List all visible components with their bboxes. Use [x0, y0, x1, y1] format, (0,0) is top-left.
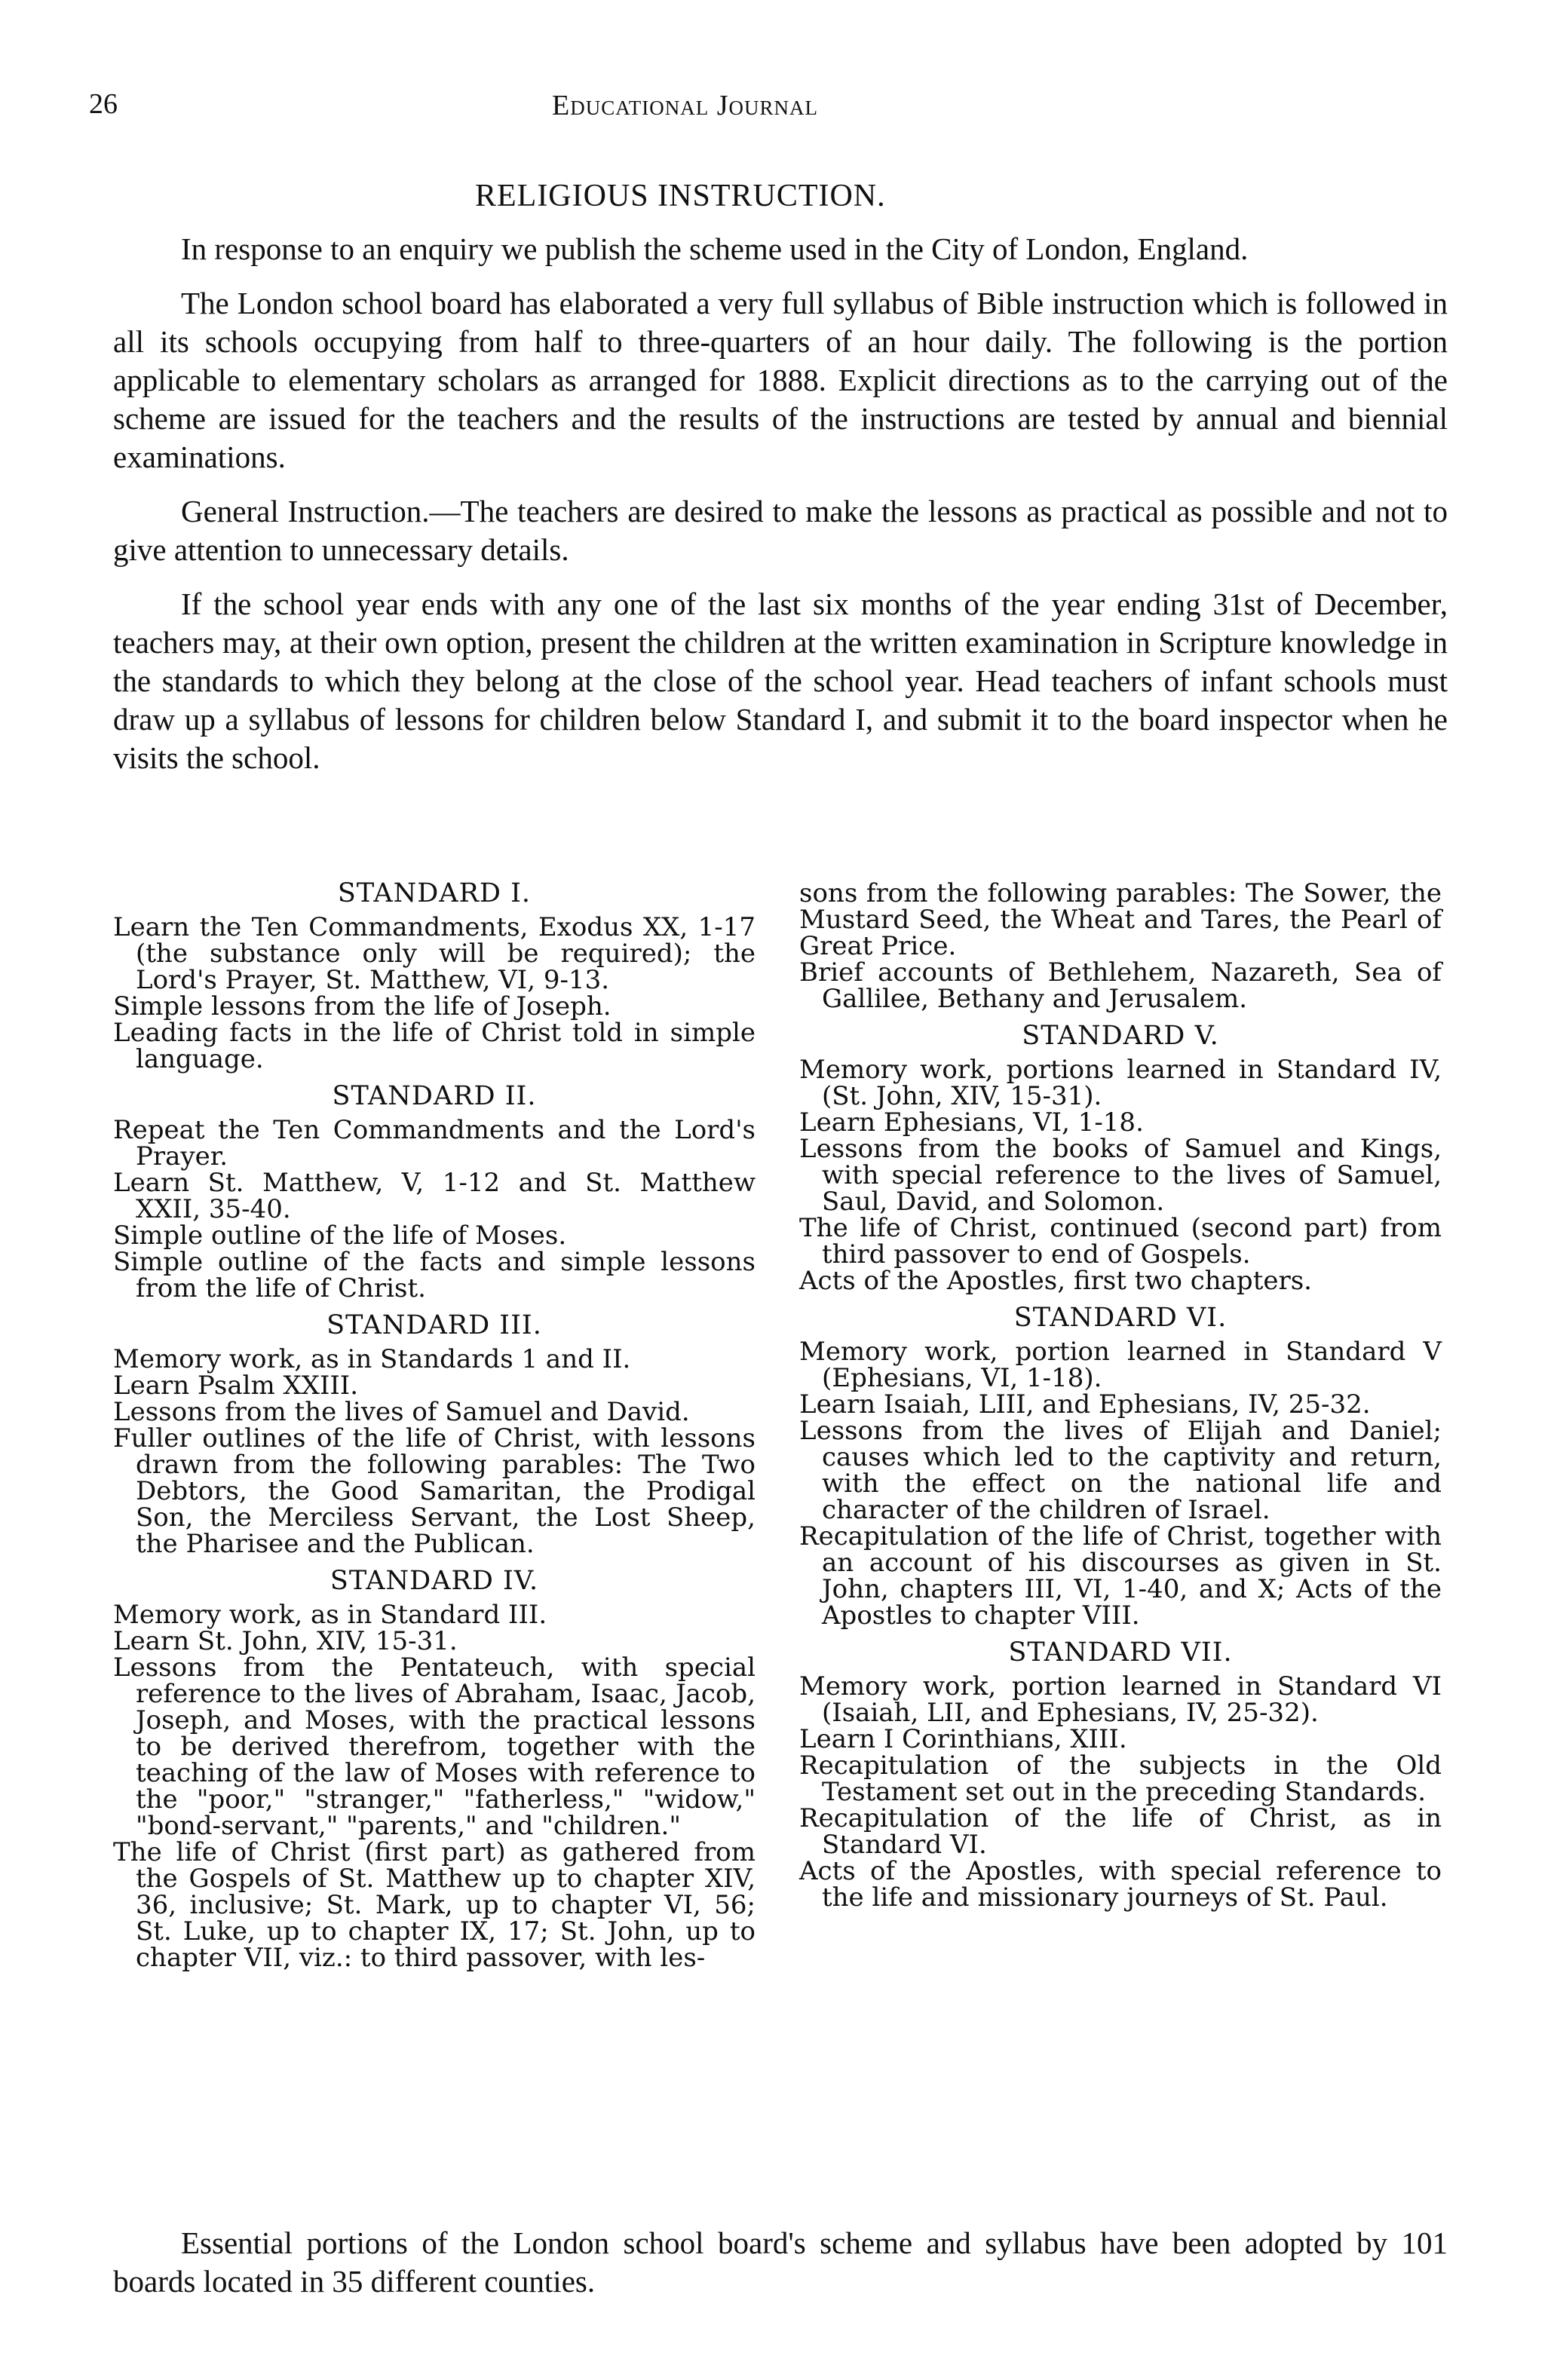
- syllabus-item: The life of Christ (first part) as gathered from the Gospels of St. Matthew up to chapter XIV, 36, inclusive; St. Mark, up to chapter VI, 56; St. Luke, up to chapter IX, 17; St. John, up to chapter VII, viz.: to third passover, with les-: [113, 1837, 756, 1973]
- syllabus-item: Acts of the Apostles, first two chapters.: [799, 1266, 1312, 1296]
- syllabus-item: Lessons from the lives of Samuel and David.: [113, 1397, 690, 1427]
- syllabus-item: Recapitulation of the subjects in the Old Testament set out in the preceding Standards.: [799, 1751, 1442, 1807]
- syllabus-item: Learn the Ten Commandments, Exodus XX, 1-17 (the substance only will be required); the Lord's Prayer, St. Matthew, VI, 9-13.: [113, 912, 756, 995]
- intro-paragraph: General Instruction.—The teachers are desired to make the lessons as practical as possible and not to give attention to unnecessary details.: [113, 494, 1448, 567]
- standard-6-section: [799, 1305, 1442, 1629]
- continued-text: sons from the following parables: The Sower, the Mustard Seed, the Wheat and Tares, the Pearl of Great Price.: [799, 878, 1442, 961]
- syllabus-item: Lessons from the books of Samuel and Kings, with special reference to the lives of Samuel, Saul, David, and Solomon.: [799, 1134, 1442, 1217]
- page-number: 26: [89, 88, 118, 120]
- syllabus-item: Fuller outlines of the life of Christ, with lessons drawn from the following parables: The Two Debtors, the Good Samaritan, the Prodigal Son, the Merciless Servant, the Lost Sheep, the Pharisee and the Publican.: [113, 1423, 756, 1559]
- article-title: RELIGIOUS INSTRUCTION.: [475, 179, 886, 213]
- syllabus-item: Learn I Corinthians, XIII.: [799, 1724, 1127, 1754]
- standard-3-section: [113, 1310, 756, 1559]
- closing-paragraph: Essential portions of the London school board's scheme and syllabus have been adopted by 101 boards located in 35 different counties.: [113, 2225, 1448, 2299]
- left-column: [113, 878, 756, 1980]
- intro-paragraph: If the school year ends with any one of the last six months of the year ending 31st of December, teachers may, at their own option, present the children at the written examination in Scripture knowledge in the standards to which they belong at the close of the school year. Head teachers of infant schools must draw up a syllabus of lessons for children below Standard I, and submit it to the board inspector when he visits the school.: [113, 587, 1448, 775]
- standard-heading: STANDARD II.: [332, 1081, 537, 1111]
- standard-heading: STANDARD V.: [1022, 1021, 1219, 1051]
- standard-heading: STANDARD III.: [326, 1310, 542, 1340]
- intro-paragraph: In response to an enquiry we publish the scheme used in the City of London, England.: [181, 231, 1249, 266]
- syllabus-item: Lessons from the Pentateuch, with special reference to the lives of Abraham, Isaac, Jacob, Joseph, and Moses, with the practical lessons to be derived therefrom, together with the teaching of the law of Moses with reference to the "poor," "stranger," "fatherless," "widow," "bond-servant," "parents," and "children.": [113, 1653, 756, 1841]
- standard-5-section: [799, 1023, 1442, 1294]
- syllabus-item: Recapitulation of the life of Christ, together with an account of his discourses as given in St. John, chapters III, VI, 1-40, and X; Acts of the Apostles to chapter VIII.: [799, 1521, 1442, 1631]
- standard-2-section: [113, 1083, 756, 1302]
- syllabus-columns: [113, 878, 1448, 2215]
- syllabus-item: Learn Isaiah, LIII, and Ephesians, IV, 25-32.: [799, 1389, 1371, 1420]
- syllabus-item: Simple lessons from the life of Joseph.: [113, 991, 611, 1022]
- standard-heading: STANDARD I.: [337, 878, 532, 908]
- syllabus-item: Simple outline of the life of Moses.: [113, 1221, 567, 1251]
- running-head: Educational Journal: [552, 90, 818, 121]
- syllabus-item: Simple outline of the facts and simple lessons from the life of Christ.: [113, 1247, 756, 1303]
- syllabus-item: Lessons from the lives of Elijah and Daniel; causes which led to the captivity and return, with the effect on the national life and character of the children of Israel.: [799, 1416, 1442, 1525]
- syllabus-item: Memory work, as in Standard III.: [113, 1600, 547, 1630]
- standard-1-section: [113, 878, 756, 1074]
- syllabus-item: Learn St. Matthew, V, 1-12 and St. Matthew XXII, 35-40.: [113, 1168, 756, 1224]
- syllabus-item: Learn St. John, XIV, 15-31.: [113, 1626, 458, 1656]
- intro-section: [113, 230, 1448, 793]
- syllabus-item: Memory work, as in Standards 1 and II.: [113, 1344, 631, 1374]
- syllabus-item: Repeat the Ten Commandments and the Lord's Prayer.: [113, 1115, 756, 1172]
- syllabus-item: The life of Christ, continued (second part) from third passover to end of Gospels.: [799, 1213, 1442, 1270]
- syllabus-item: Memory work, portions learned in Standard IV, (St. John, XIV, 15-31).: [799, 1055, 1442, 1111]
- standard-heading: STANDARD VII.: [1008, 1637, 1233, 1668]
- syllabus-item: Learn Psalm XXIII.: [113, 1371, 359, 1401]
- intro-paragraph: The London school board has elaborated a very full syllabus of Bible instruction which is followed in all its schools occupying from half to three-quarters of an hour daily. The following is the portion applicable to elementary scholars as arranged for 1888. Explicit directions as to the carrying out of the scheme are issued for the teachers and the results of the instructions are tested by annual and biennial examinations.: [113, 286, 1448, 474]
- syllabus-item: Memory work, portion learned in Standard VI (Isaiah, LII, and Ephesians, IV, 25-32).: [799, 1671, 1442, 1728]
- standard-4-section: [113, 1568, 756, 1971]
- syllabus-item: Learn Ephesians, VI, 1-18.: [799, 1107, 1144, 1138]
- syllabus-item: Brief accounts of Bethlehem, Nazareth, Sea of Gallilee, Bethany and Jerusalem.: [799, 957, 1442, 1014]
- standard-heading: STANDARD VI.: [1013, 1303, 1228, 1333]
- right-column: [799, 878, 1442, 1920]
- syllabus-item: Memory work, portion learned in Standard V (Ephesians, VI, 1-18).: [799, 1337, 1442, 1393]
- standard-heading: STANDARD IV.: [329, 1566, 539, 1596]
- syllabus-item: Leading facts in the life of Christ told in simple language.: [113, 1018, 756, 1074]
- closing-paragraph-section: [113, 2224, 1448, 2301]
- syllabus-item: Recapitulation of the life of Christ, as in Standard VI.: [799, 1803, 1442, 1860]
- syllabus-item: Acts of the Apostles, with special reference to the life and missionary journeys of St. Paul.: [799, 1856, 1442, 1913]
- standard-7-section: [799, 1637, 1442, 1913]
